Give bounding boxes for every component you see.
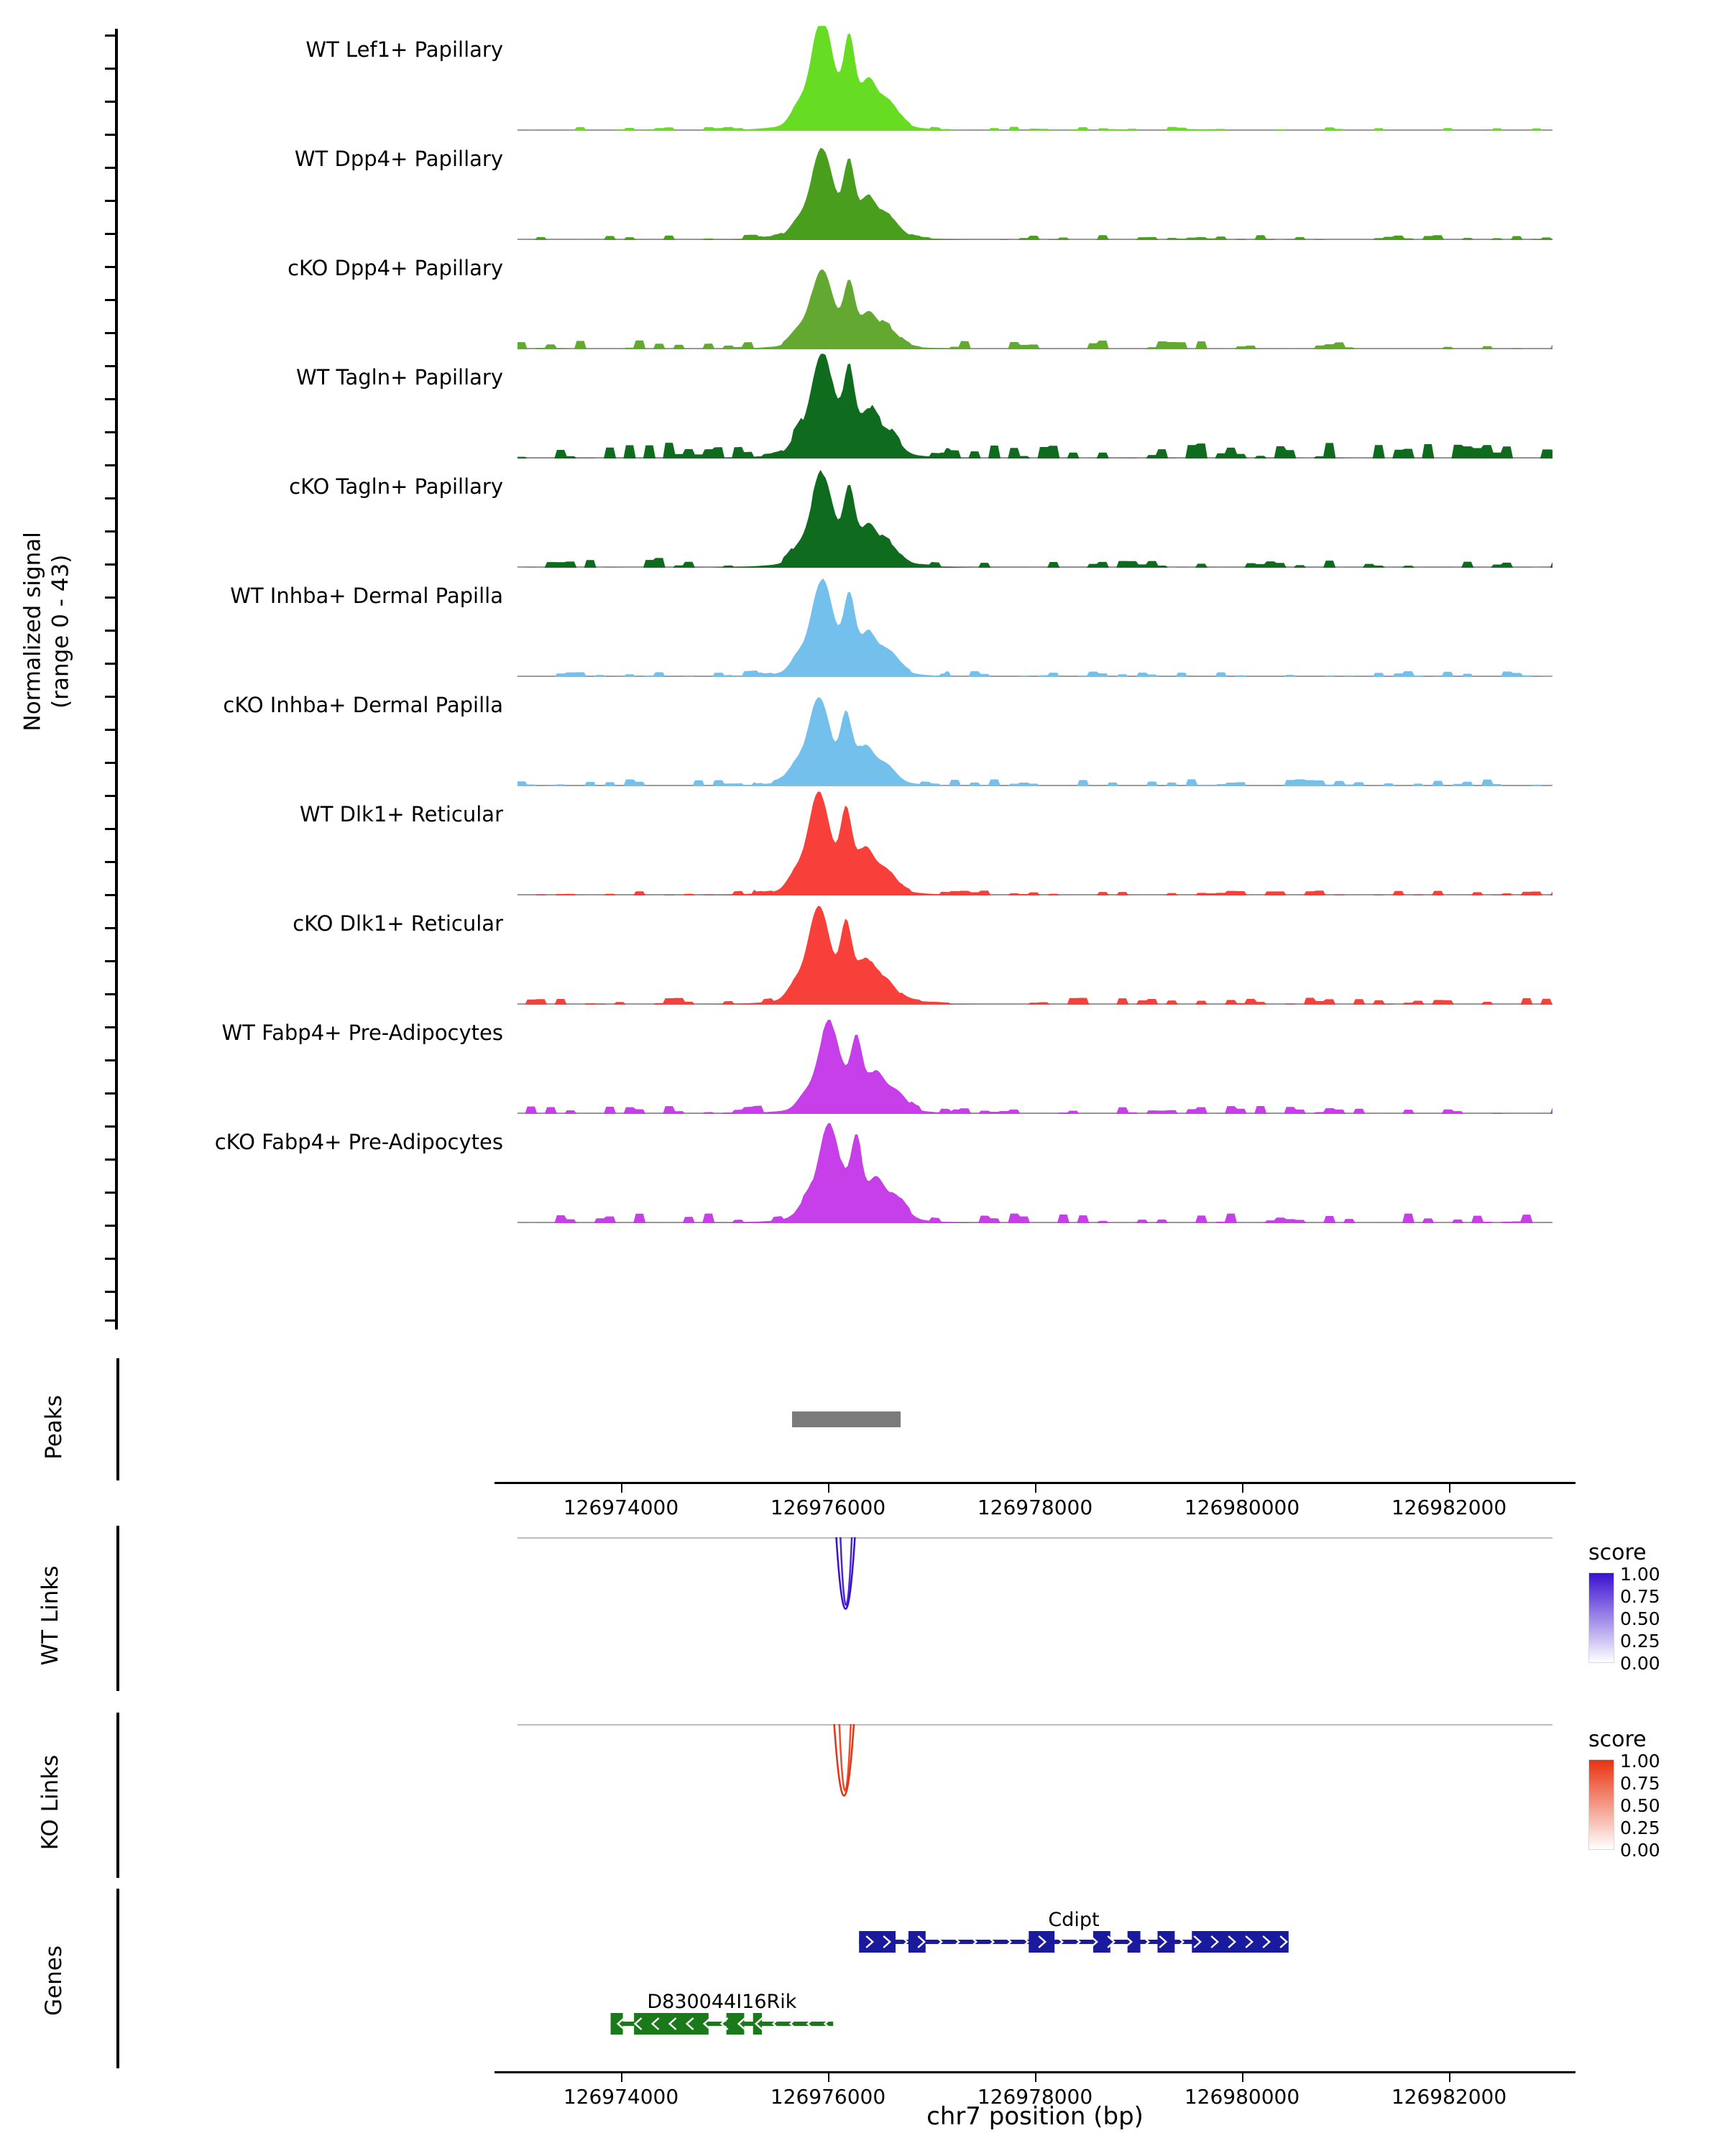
wt-links-panel [0, 1520, 1660, 1696]
coverage-track [122, 459, 1560, 568]
peaks-plot [518, 1351, 1552, 1480]
coverage-track [122, 677, 1560, 786]
x-tick-label: 126976000 [770, 2085, 886, 2109]
y-axis-label [19, 416, 75, 847]
wt-links-plot [518, 1537, 1552, 1688]
ko-links-plot [518, 1724, 1552, 1875]
coverage-track [122, 131, 1560, 240]
coverage-track [122, 22, 1560, 131]
x-tick-label: 126974000 [563, 1496, 679, 1519]
x-tick-label: 126980000 [1184, 1496, 1300, 1519]
genes-axis [116, 1889, 119, 2068]
coverage-tracks-panel [0, 22, 1567, 1337]
track-signal [518, 349, 1552, 459]
track-label: cKO Inhba+ Dermal Papilla [223, 693, 503, 717]
wt-legend-tick: 0.75 [1620, 1586, 1660, 1607]
track-label: WT Tagln+ Papillary [295, 365, 503, 390]
track-signal [518, 1114, 1552, 1223]
x-tick [621, 2073, 622, 2082]
track-label: cKO Fabp4+ Pre-Adipocytes [214, 1130, 503, 1154]
coverage-track [122, 349, 1560, 459]
peaks-panel [0, 1351, 1567, 1519]
ko-legend-tick: 0.00 [1620, 1840, 1660, 1861]
genes-plot [518, 1883, 1552, 2048]
wt-legend-colorbar [1588, 1572, 1614, 1663]
ko-legend-tick: 0.25 [1620, 1818, 1660, 1838]
x-tick [828, 2073, 829, 2082]
x-tick-label: 126982000 [1391, 1496, 1507, 1519]
peaks-axis [116, 1358, 119, 1480]
x-tick-label: 126980000 [1184, 2085, 1300, 2109]
ko-links-panel [0, 1707, 1660, 1883]
ko-links-label: KO Links [37, 1754, 63, 1851]
x-tick [1449, 2073, 1450, 2082]
track-signal [518, 1005, 1552, 1114]
peak-region [792, 1411, 901, 1427]
wt-links-label: WT Links [37, 1565, 63, 1666]
genes-panel [0, 1883, 1567, 2131]
wt-legend-title: score [1588, 1540, 1647, 1565]
track-label: WT Dlk1+ Reticular [300, 802, 503, 826]
x-tick [621, 1484, 622, 1493]
track-signal [518, 568, 1552, 677]
gene-label: Cdipt [1048, 1909, 1100, 1931]
x-tick [1449, 1484, 1450, 1493]
track-signal [518, 459, 1552, 568]
ko-links-axis [116, 1713, 119, 1878]
x-tick-label: 126974000 [563, 2085, 679, 2109]
x-tick-label: 126976000 [770, 1496, 886, 1519]
x-tick [1035, 2073, 1036, 2082]
wt-links-legend [1588, 1540, 1725, 1674]
coverage-track [122, 1114, 1560, 1223]
x-tick [1242, 2073, 1243, 2082]
track-label: cKO Dpp4+ Papillary [288, 256, 503, 280]
track-signal [518, 677, 1552, 786]
ko-legend-tick: 0.50 [1620, 1795, 1660, 1816]
x-tick [1035, 1484, 1036, 1493]
coverage-y-axis [115, 29, 118, 1330]
track-signal [518, 895, 1552, 1005]
peaks-label: Peaks [40, 1395, 67, 1460]
wt-legend-tick: 0.00 [1620, 1653, 1660, 1674]
x-axis-title: chr7 position (bp) [926, 2102, 1144, 2131]
y-axis-label-line2: (range 0 - 43) [47, 554, 73, 709]
coverage-track [122, 786, 1560, 895]
gene-label: D830044I16Rik [647, 1991, 797, 2013]
track-label: cKO Dlk1+ Reticular [293, 911, 503, 936]
track-label: WT Dpp4+ Papillary [294, 147, 503, 171]
ko-links-legend [1588, 1727, 1725, 1861]
y-axis-label-line1: Normalized signal [19, 532, 46, 732]
track-signal [518, 786, 1552, 895]
wt-links-axis [116, 1526, 119, 1691]
ko-legend-colorbar [1588, 1759, 1614, 1850]
wt-legend-ticks [1620, 1565, 1660, 1677]
x-tick [828, 1484, 829, 1493]
coverage-track [122, 240, 1560, 349]
x-tick-label: 126978000 [977, 1496, 1093, 1519]
track-label: cKO Tagln+ Papillary [289, 474, 503, 499]
wt-legend-tick: 0.50 [1620, 1608, 1660, 1629]
x-tick-label: 126982000 [1391, 2085, 1507, 2109]
coverage-track [122, 895, 1560, 1005]
x-tick [1242, 1484, 1243, 1493]
ko-legend-title: score [1588, 1727, 1647, 1752]
track-signal [518, 131, 1552, 240]
genes-label: Genes [41, 1945, 67, 2016]
wt-legend-tick: 1.00 [1620, 1564, 1660, 1585]
ko-legend-tick: 1.00 [1620, 1751, 1660, 1772]
coverage-track [122, 568, 1560, 677]
track-label: WT Fabp4+ Pre-Adipocytes [221, 1021, 503, 1045]
track-signal [518, 240, 1552, 349]
ko-legend-tick: 0.75 [1620, 1773, 1660, 1794]
track-label: WT Lef1+ Papillary [305, 37, 503, 62]
track-signal [518, 22, 1552, 131]
ko-legend-ticks [1620, 1752, 1660, 1864]
x-tick-label: 126978000 [977, 2085, 1093, 2109]
track-label: WT Inhba+ Dermal Papilla [230, 584, 503, 608]
wt-legend-tick: 0.25 [1620, 1631, 1660, 1651]
coverage-track [122, 1005, 1560, 1114]
